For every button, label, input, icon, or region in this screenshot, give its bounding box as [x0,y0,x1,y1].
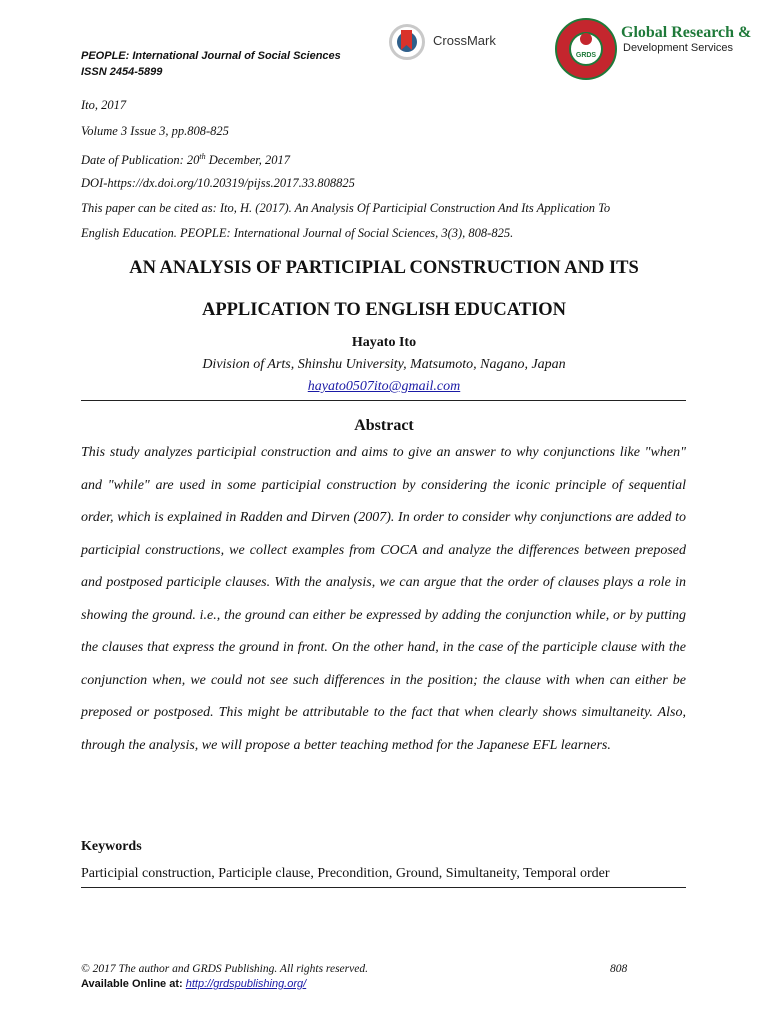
paper-title-line-1: AN ANALYSIS OF PARTICIPIAL CONSTRUCTION AND ITS [129,258,639,278]
keywords-heading: Keywords [81,839,142,854]
keywords-text: Participial construction, Participle clause, Precondition, Ground, Simultaneity, Temporal order [81,866,610,881]
citation-doi[interactable]: DOI-https://dx.doi.org/10.20319/pijss.2017.33.808825 [81,176,355,190]
footer-url-link[interactable]: http://grdspublishing.org/ [185,978,307,990]
divider-bottom [81,887,686,888]
abstract-text: This study analyzes participial construction and aims to give an answer to why conjunctions like "when" and "while" are used in some participial construction by considering the iconic principle of sequential order, which is explained in Radden and Dirven (2007). In order to consider why conjunctions are added to participial constructions, we collect examples from COCA and analyze the differences between preposed and postposed participle clauses. With the analysis, we can argue that the order of clauses plays a role in showing the ground. i.e., the ground can either be expressed by adding the conjunction while, or by putting the clauses that express the ground in front. On the other hand, in the case of the participle clause with the conjunction when, we could not see such differences in the position; the clause with when can either be preposed or postposed. This might be attributable to the fact that when clearly shows simultaneity. Also, through the analysis, we will propose a better teaching method for the Japanese EFL learners. [81,445,686,753]
citation-line-2: English Education. PEOPLE: International Journal of Social Sciences, 3(3), 808-825. [81,226,514,240]
crossmark-logo[interactable] [389,24,524,60]
page-number: 808 [610,963,628,975]
author-name: Hayato Ito [351,335,417,350]
crossmark-label: CrossMark [433,33,496,48]
journal-name: PEOPLE: International Journal of Social Sciences [81,50,341,62]
paper-title-line-2: APPLICATION TO ENGLISH EDUCATION [201,300,567,320]
author-affiliation: Division of Arts, Shinshu University, Matsumoto, Nagano, Japan [202,357,566,372]
date-prefix: Date of Publication: 20 [81,153,200,168]
divider-top [81,400,686,401]
journal-issn: ISSN 2454-5899 [81,66,163,78]
footer-copyright: © 2017 The author and GRDS Publishing. All rights reserved. [81,963,368,975]
citation-author-year: Ito, 2017 [81,98,127,112]
journal-header [81,48,341,80]
grds-seal-logo [555,18,617,80]
author-email-link[interactable]: hayato0507ito@gmail.com [307,379,461,394]
date-sup: th [199,152,206,161]
publisher-name-line1: Global Research & [621,24,752,41]
grds-flame-icon [580,33,592,45]
abstract-heading: Abstract [354,417,414,434]
footer-available-label: Available Online at: [81,978,186,990]
citation-line-1: This paper can be cited as: Ito, H. (2017). An Analysis Of Participial Construction And Its Application To [81,201,611,215]
footer-available [81,978,306,990]
grds-abbr: GRDS [575,52,597,59]
date-suffix: December, 2017 [205,153,290,168]
author-email[interactable] [0,379,768,395]
citation-date [81,149,290,168]
publisher-name-line2: Development Services [623,42,734,54]
citation-volume: Volume 3 Issue 3, pp.808-825 [81,124,229,138]
